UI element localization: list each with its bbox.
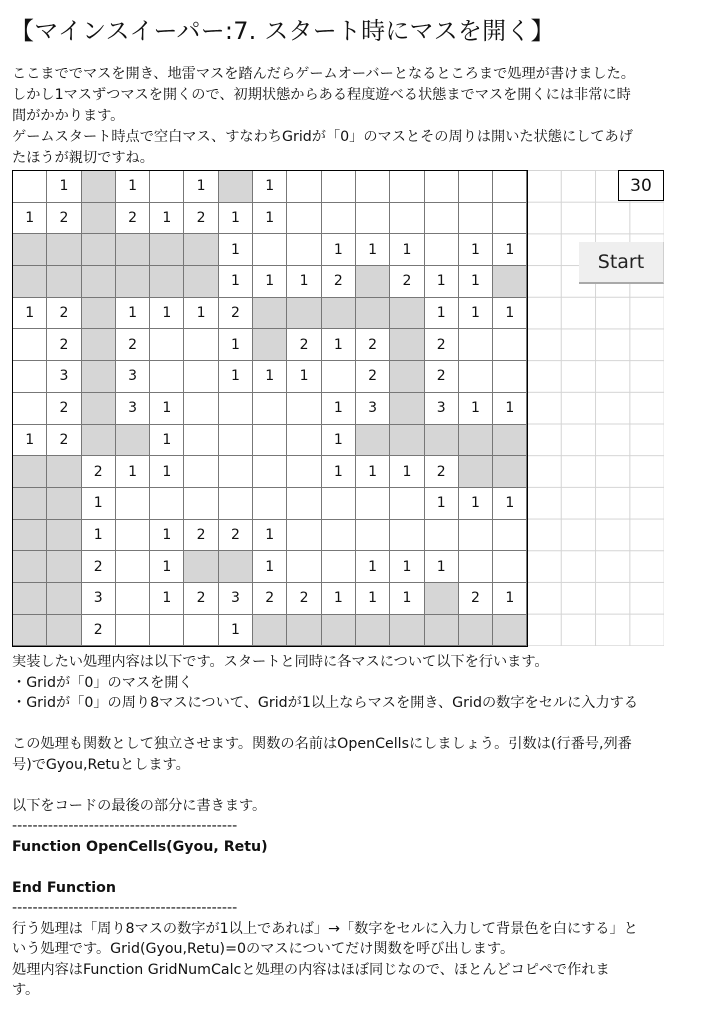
board-cell-closed[interactable] (13, 520, 47, 552)
board-cell[interactable]: 1 (493, 393, 527, 425)
body-line (12, 714, 702, 735)
board-cell[interactable]: 1 (287, 361, 321, 393)
board-cell[interactable]: 3 (116, 393, 150, 425)
board-cell[interactable] (184, 615, 218, 647)
board-cell[interactable] (425, 203, 459, 235)
board-cell[interactable] (356, 488, 390, 520)
board-cell[interactable]: 1 (47, 171, 81, 203)
board-cell-closed[interactable] (390, 298, 424, 330)
body-line: この処理も関数として独立させます。関数の名前はOpenCellsにしましょう。引数は(行番号,列番 (12, 736, 632, 752)
board-cell[interactable]: 2 (425, 456, 459, 488)
board-cell-closed[interactable] (322, 298, 356, 330)
board-cell-closed[interactable] (82, 329, 116, 361)
board-cell[interactable] (184, 329, 218, 361)
board-cell-closed[interactable] (493, 425, 527, 457)
board-cell[interactable]: 1 (287, 266, 321, 298)
board-cell[interactable]: 1 (150, 298, 184, 330)
board-cell-closed[interactable] (459, 425, 493, 457)
board-cell[interactable]: 1 (459, 234, 493, 266)
body-line: ・Gridが「0」の周り8マスについて、Gridが1以上ならマスを開き、Gridの数字をセルに入力する (12, 695, 639, 711)
board-cell[interactable]: 1 (459, 488, 493, 520)
board-cell-closed[interactable] (219, 171, 253, 203)
board-cell[interactable]: 1 (219, 615, 253, 647)
board-cell-closed[interactable] (390, 425, 424, 457)
board-cell[interactable]: 1 (459, 266, 493, 298)
body-line: 号)でGyou,Retuとします。 (12, 756, 190, 773)
board-cell[interactable]: 1 (13, 425, 47, 457)
board-cell[interactable]: 2 (219, 298, 253, 330)
board-cell[interactable]: 1 (390, 456, 424, 488)
board-cell-closed[interactable] (356, 425, 390, 457)
board-cell[interactable] (390, 488, 424, 520)
board-cell[interactable]: 1 (150, 456, 184, 488)
start-button[interactable]: Start (579, 242, 664, 284)
board-cell[interactable]: 2 (390, 266, 424, 298)
board-cell-closed[interactable] (493, 456, 527, 488)
board-cell[interactable] (13, 329, 47, 361)
board-cell[interactable]: 1 (356, 551, 390, 583)
board-cell[interactable]: 3 (425, 393, 459, 425)
board-cell[interactable]: 1 (493, 583, 527, 615)
board-cell[interactable]: 1 (150, 551, 184, 583)
board-cell[interactable] (287, 171, 321, 203)
body-line: 処理内容はFunction GridNumCalcと処理の内容はほぼ同じなので、ほとんどコピペで作れま (12, 961, 610, 978)
body-line: ・Gridが「0」のマスを開く (12, 674, 193, 691)
board-cell[interactable]: 1 (493, 298, 527, 330)
board-cell[interactable] (493, 551, 527, 583)
board-cell[interactable]: 1 (116, 456, 150, 488)
board-cell[interactable] (253, 456, 287, 488)
board-cell[interactable]: 1 (13, 298, 47, 330)
board-cell[interactable]: 2 (47, 425, 81, 457)
board-cell[interactable] (493, 520, 527, 552)
board-cell-closed[interactable] (82, 266, 116, 298)
board-cell[interactable]: 1 (82, 520, 116, 552)
board-cell[interactable] (219, 488, 253, 520)
board-cell-closed[interactable] (82, 425, 116, 457)
board-cell-closed[interactable] (47, 488, 81, 520)
board-cell-closed[interactable] (184, 266, 218, 298)
board-cell-closed[interactable] (47, 456, 81, 488)
board-cell[interactable]: 3 (82, 583, 116, 615)
board-cell[interactable]: 1 (150, 520, 184, 552)
board-cell-closed[interactable] (184, 234, 218, 266)
board-cell-closed[interactable] (322, 615, 356, 647)
board-cell[interactable] (287, 203, 321, 235)
board-cell-closed[interactable] (13, 266, 47, 298)
board-cell[interactable]: 1 (253, 203, 287, 235)
board-cell[interactable] (287, 425, 321, 457)
board-cell[interactable] (219, 425, 253, 457)
board-cell-closed[interactable] (253, 298, 287, 330)
board-cell-closed[interactable] (390, 329, 424, 361)
board-cell[interactable]: 2 (184, 203, 218, 235)
intro-line: ここまででマスを開き、地雷マスを踏んだらゲームオーバーとなるところまで処理が書けました。 (12, 66, 635, 82)
board-cell[interactable] (287, 456, 321, 488)
board-cell-closed[interactable] (150, 234, 184, 266)
board-cell-closed[interactable] (356, 298, 390, 330)
board-cell-closed[interactable] (184, 551, 218, 583)
board-cell-closed[interactable] (13, 234, 47, 266)
board-cell[interactable] (322, 361, 356, 393)
board-cell[interactable] (287, 520, 321, 552)
intro-line: ゲームスタート時点で空白マス、すなわちGridが「0」のマスとその周りは開いた状態にしてあげ (12, 129, 633, 145)
board-cell[interactable] (459, 361, 493, 393)
board-cell-closed[interactable] (459, 615, 493, 647)
board-cell[interactable] (493, 329, 527, 361)
board-cell[interactable] (356, 520, 390, 552)
board-cell-closed[interactable] (287, 298, 321, 330)
board-cell[interactable]: 1 (219, 203, 253, 235)
board-cell[interactable]: 2 (253, 583, 287, 615)
board-cell[interactable] (150, 329, 184, 361)
board-cell-closed[interactable] (47, 234, 81, 266)
board-cell[interactable] (390, 520, 424, 552)
board-cell[interactable]: 2 (184, 520, 218, 552)
board-cell[interactable]: 2 (287, 583, 321, 615)
body-line (12, 775, 702, 796)
board-cell[interactable] (287, 234, 321, 266)
board-cell[interactable]: 1 (322, 583, 356, 615)
board-cell-closed[interactable] (82, 298, 116, 330)
board-cell[interactable]: 1 (116, 171, 150, 203)
board-cell-closed[interactable] (493, 266, 527, 298)
board-cell[interactable]: 1 (13, 203, 47, 235)
board-cell[interactable]: 1 (493, 488, 527, 520)
board-cell[interactable] (184, 488, 218, 520)
board-cell-closed[interactable] (425, 615, 459, 647)
board-cell-closed[interactable] (47, 551, 81, 583)
board-cell[interactable] (184, 393, 218, 425)
body-line: -------------------------------------------- (12, 900, 238, 916)
board-cell[interactable] (322, 551, 356, 583)
board-cell[interactable]: 2 (356, 361, 390, 393)
page-title: 【マインスイーパー:7. スタート時にマスを開く】 (10, 17, 555, 45)
board-cell-closed[interactable] (82, 361, 116, 393)
board-cell[interactable]: 1 (390, 234, 424, 266)
board-cell[interactable]: 1 (253, 171, 287, 203)
board-cell[interactable] (184, 361, 218, 393)
board-cell-closed[interactable] (390, 393, 424, 425)
board-cell[interactable]: 2 (47, 298, 81, 330)
board-cell[interactable]: 1 (322, 329, 356, 361)
board-cell[interactable] (322, 488, 356, 520)
board-cell[interactable]: 1 (459, 298, 493, 330)
board-cell[interactable]: 1 (253, 361, 287, 393)
board-cell[interactable] (287, 393, 321, 425)
board-cell[interactable]: 2 (116, 329, 150, 361)
board-cell[interactable]: 2 (82, 456, 116, 488)
board-cell-closed[interactable] (82, 393, 116, 425)
board-cell[interactable]: 2 (82, 551, 116, 583)
board-cell-closed[interactable] (47, 583, 81, 615)
board-cell[interactable]: 1 (253, 551, 287, 583)
board-cell[interactable]: 2 (356, 329, 390, 361)
board-cell-closed[interactable] (13, 488, 47, 520)
board-cell[interactable] (356, 203, 390, 235)
board-cell[interactable] (390, 203, 424, 235)
body-line: 行う処理は「周り8マスの数字が1以上であれば」→「数字をセルに入力して背景色を白にする」と (12, 920, 638, 937)
board-cell[interactable]: 2 (425, 361, 459, 393)
board-cell[interactable]: 1 (322, 234, 356, 266)
board-cell-closed[interactable] (47, 520, 81, 552)
board-cell-closed[interactable] (82, 203, 116, 235)
board-cell[interactable]: 3 (356, 393, 390, 425)
board-cell[interactable]: 2 (322, 266, 356, 298)
board-cell[interactable]: 1 (425, 488, 459, 520)
board-cell-closed[interactable] (390, 361, 424, 393)
board-cell[interactable] (253, 393, 287, 425)
body-line (12, 857, 702, 878)
board-cell[interactable] (184, 456, 218, 488)
board-cell-closed[interactable] (47, 266, 81, 298)
board-cell[interactable]: 1 (219, 361, 253, 393)
board-cell[interactable] (322, 203, 356, 235)
board-cell-closed[interactable] (116, 234, 150, 266)
board-cell-closed[interactable] (425, 425, 459, 457)
board-cell[interactable]: 1 (322, 393, 356, 425)
board-cell-closed[interactable] (47, 615, 81, 647)
board-cell-closed[interactable] (287, 615, 321, 647)
board-cell[interactable]: 1 (425, 266, 459, 298)
board-cell[interactable] (493, 171, 527, 203)
board-cell[interactable] (150, 361, 184, 393)
spreadsheet-area (12, 170, 664, 646)
board-cell[interactable] (390, 171, 424, 203)
board-cell-closed[interactable] (13, 583, 47, 615)
board-cell[interactable]: 2 (184, 583, 218, 615)
board-cell[interactable]: 1 (356, 234, 390, 266)
board-cell-closed[interactable] (356, 266, 390, 298)
body-line: -------------------------------------------- (12, 818, 238, 834)
intro-line: たほうが親切ですね。 (12, 150, 154, 166)
board-cell[interactable]: 1 (253, 266, 287, 298)
board-cell[interactable]: 1 (356, 456, 390, 488)
mine-counter: 30 (618, 170, 664, 201)
board-cell[interactable]: 1 (150, 425, 184, 457)
intro-line: 間がかかります。 (12, 108, 125, 124)
board-cell[interactable] (425, 520, 459, 552)
board-cell[interactable]: 3 (219, 583, 253, 615)
board-cell[interactable] (13, 171, 47, 203)
board-cell[interactable] (184, 425, 218, 457)
board-cell-closed[interactable] (219, 551, 253, 583)
board-cell[interactable]: 1 (116, 298, 150, 330)
board-cell[interactable]: 2 (219, 520, 253, 552)
intro-line: しかし1マスずつマスを開くので、初期状態からある程度遊べる状態までマスを開くには非常に時 (12, 87, 631, 103)
board-cell[interactable]: 1 (493, 234, 527, 266)
board-cell-closed[interactable] (253, 329, 287, 361)
board-cell[interactable] (493, 361, 527, 393)
board-cell[interactable] (425, 234, 459, 266)
board-cell-closed[interactable] (82, 171, 116, 203)
board-cell[interactable]: 1 (322, 425, 356, 457)
board-cell[interactable] (287, 551, 321, 583)
intro-paragraph (12, 64, 702, 169)
board-cell[interactable] (322, 520, 356, 552)
board-cell[interactable] (116, 551, 150, 583)
board-cell[interactable] (116, 615, 150, 647)
board-cell[interactable] (150, 171, 184, 203)
board-cell-closed[interactable] (459, 456, 493, 488)
board-cell[interactable]: 1 (425, 298, 459, 330)
board-cell[interactable] (219, 393, 253, 425)
board-cell[interactable] (459, 329, 493, 361)
body-line: す。 (12, 982, 40, 998)
board-cell[interactable] (116, 583, 150, 615)
board-cell-closed[interactable] (13, 615, 47, 647)
board-cell[interactable]: 2 (287, 329, 321, 361)
board-cell[interactable]: 3 (47, 361, 81, 393)
board-cell[interactable]: 1 (253, 520, 287, 552)
board-cell[interactable] (13, 361, 47, 393)
board-cell[interactable] (493, 203, 527, 235)
explanation-text (12, 652, 702, 1001)
board-cell[interactable]: 1 (150, 393, 184, 425)
board-cell[interactable] (253, 488, 287, 520)
board-cell-closed[interactable] (82, 234, 116, 266)
board-cell[interactable]: 1 (184, 298, 218, 330)
board-cell-closed[interactable] (13, 551, 47, 583)
board-cell[interactable]: 1 (390, 583, 424, 615)
body-line: 実装したい処理内容は以下です。スタートと同時に各マスについて以下を行います。 (12, 654, 549, 670)
code-line: End Function (12, 879, 116, 896)
board-cell[interactable] (116, 488, 150, 520)
board-cell[interactable]: 1 (219, 266, 253, 298)
board-cell[interactable]: 1 (219, 329, 253, 361)
board-cell[interactable]: 1 (390, 551, 424, 583)
board-cell[interactable]: 2 (82, 615, 116, 647)
board-cell[interactable] (253, 234, 287, 266)
board-cell-closed[interactable] (253, 615, 287, 647)
board-cell[interactable]: 1 (150, 203, 184, 235)
board-cell[interactable] (219, 456, 253, 488)
board-cell[interactable] (459, 551, 493, 583)
board-cell[interactable]: 1 (322, 456, 356, 488)
board-cell[interactable]: 2 (47, 393, 81, 425)
board-cell[interactable]: 2 (425, 329, 459, 361)
board-cell-closed[interactable] (116, 425, 150, 457)
board-cell[interactable]: 2 (47, 329, 81, 361)
board-cell[interactable]: 2 (116, 203, 150, 235)
board-cell-closed[interactable] (425, 583, 459, 615)
board-cell-closed[interactable] (356, 615, 390, 647)
board-cell-closed[interactable] (116, 266, 150, 298)
board-cell[interactable] (253, 425, 287, 457)
board-cell[interactable] (13, 393, 47, 425)
board-cell[interactable] (150, 488, 184, 520)
board-cell[interactable] (425, 171, 459, 203)
board-cell[interactable]: 1 (219, 234, 253, 266)
board-cell[interactable] (150, 615, 184, 647)
board-cell[interactable] (459, 520, 493, 552)
board-cell[interactable]: 1 (184, 171, 218, 203)
board-cell[interactable]: 1 (425, 551, 459, 583)
board-cell-closed[interactable] (150, 266, 184, 298)
code-line: Function OpenCells(Gyou, Retu) (12, 838, 268, 855)
board-cell[interactable]: 1 (459, 393, 493, 425)
board-cell-closed[interactable] (390, 615, 424, 647)
board-cell[interactable]: 1 (82, 488, 116, 520)
board-cell[interactable]: 2 (459, 583, 493, 615)
board-cell[interactable]: 1 (356, 583, 390, 615)
board-cell-closed[interactable] (493, 615, 527, 647)
board-cell[interactable] (287, 488, 321, 520)
board-cell[interactable] (459, 203, 493, 235)
body-line: いう処理です。Grid(Gyou,Retu)=0のマスについてだけ関数を呼び出します。 (12, 941, 515, 957)
minesweeper-board (12, 170, 528, 647)
board-cell[interactable] (322, 171, 356, 203)
board-cell[interactable] (356, 171, 390, 203)
board-cell[interactable]: 1 (150, 583, 184, 615)
board-cell-closed[interactable] (13, 456, 47, 488)
board-cell[interactable]: 3 (116, 361, 150, 393)
board-cell[interactable]: 2 (47, 203, 81, 235)
board-cell[interactable] (459, 171, 493, 203)
board-cell[interactable] (116, 520, 150, 552)
body-line: 以下をコードの最後の部分に書きます。 (12, 797, 267, 814)
